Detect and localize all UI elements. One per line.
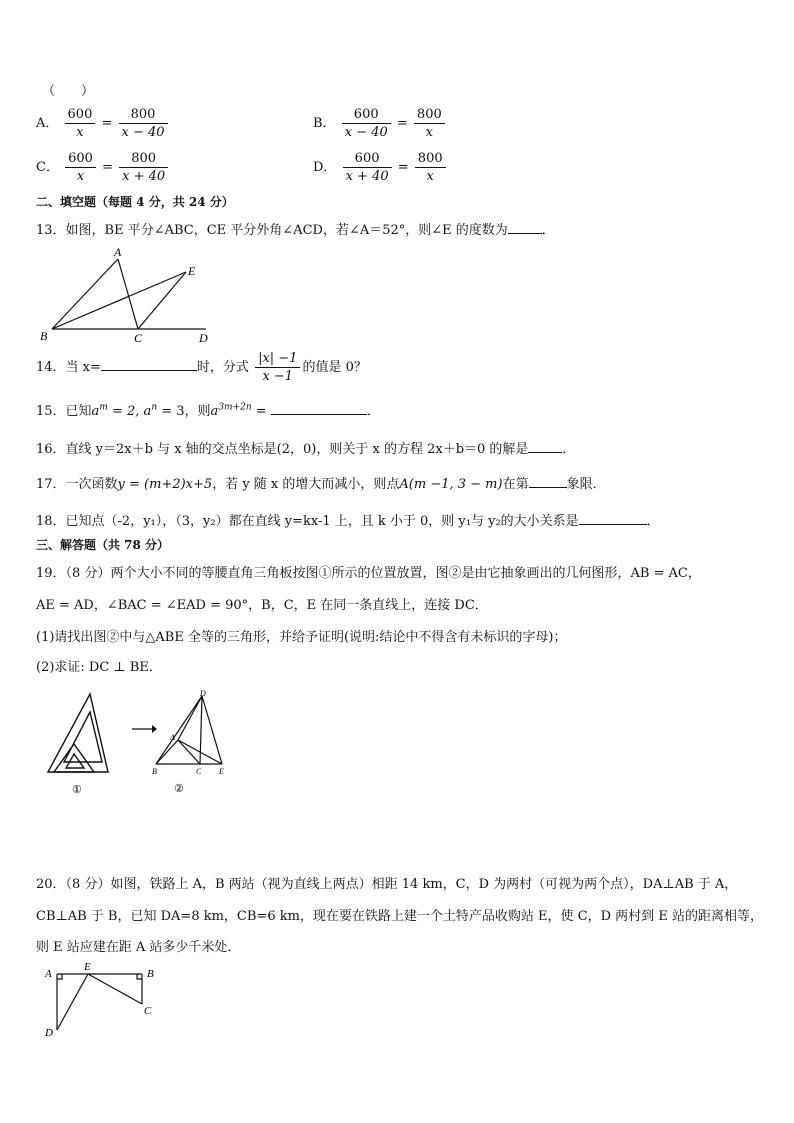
q18-end: ． [646, 514, 660, 529]
option-label: A． [36, 116, 59, 131]
q17-in: 在第 [502, 477, 529, 492]
question-18 [36, 510, 660, 529]
q20-line2: CB⊥AB 于 B，已知 DA=8 km，CB=6 km，现在要在铁路上建一个土特产品收购站 E，使 C，D 两村到 E 站的距离相等， [36, 909, 763, 924]
q13-figure [36, 245, 226, 345]
q15-a2: a [210, 404, 219, 419]
q12-option-a[interactable] [36, 106, 170, 141]
q15-sup-n: n [151, 402, 158, 413]
label-c: C [134, 331, 143, 345]
q12-option-c[interactable] [36, 150, 170, 185]
fraction: $\frac{800}{x}$ [415, 150, 446, 185]
equals: = [101, 116, 113, 131]
equals: = [397, 160, 409, 175]
line-ce [138, 272, 186, 329]
label-a: A [170, 733, 175, 742]
right-angle-b [137, 974, 142, 979]
label-d: D [199, 331, 208, 345]
q15-sup-m: m [99, 402, 108, 413]
q14-fraction: $\frac{|x| -1}{x -1}$ [255, 350, 300, 385]
line-dc [200, 696, 202, 764]
q13-text: 13．如图，BE 平分∠ABC，CE 平分外角∠ACD，若∠A＝52°，则∠E 的度数为 [36, 223, 508, 238]
line-de [202, 696, 222, 764]
q17-mid: ，若 y 随 x 的增大而减小，则点 [212, 477, 400, 492]
q14-answer-blank[interactable] [101, 370, 197, 371]
equals: = [396, 116, 408, 131]
q20-figure [40, 960, 165, 1040]
q12-option-d[interactable] [313, 150, 448, 185]
line-de [57, 974, 88, 1030]
q20-line3: 则 E 站应建在距 A 站多少千米处． [36, 940, 241, 955]
fraction: $\frac{600}{x}$ [65, 150, 96, 185]
line-be [52, 272, 186, 329]
label-a: A [45, 968, 52, 980]
fraction: $\frac{800}{x}$ [414, 106, 445, 141]
q19-figure-1 [44, 690, 114, 800]
q19-line2: AE = AD，∠BAC = ∠EAD = 90°，B，C，E 在同一条直线上，连接 DC． [36, 598, 488, 613]
question-13 [36, 219, 555, 238]
label-d: D [45, 1027, 53, 1039]
q19-figure-2 [148, 688, 232, 798]
option-label: D． [313, 160, 337, 175]
right-angle-a [57, 974, 62, 979]
q17-func: y = (m+2)x+5 [117, 477, 213, 492]
q17-pre: 17．一次函数 [36, 477, 118, 492]
line-ba [52, 259, 118, 329]
q18-answer-blank[interactable] [579, 524, 647, 525]
equals: = [102, 160, 113, 175]
q16-answer-blank[interactable] [528, 452, 562, 453]
q14-mid: 时，分式 [196, 360, 249, 375]
label-b: B [152, 767, 157, 776]
question-17 [36, 473, 606, 492]
small-triangle-inner [66, 754, 84, 768]
fraction: $\frac{800}{x - 40}$ [119, 106, 168, 141]
label-a: A [114, 245, 122, 259]
label-c: C [144, 1005, 152, 1017]
q12-paren: （ ） [42, 84, 95, 99]
question-15 [36, 400, 380, 419]
caption-2: ② [174, 783, 184, 795]
q15-eq3: = [251, 404, 271, 419]
option-label: C． [36, 160, 59, 175]
fraction: $\frac{800}{x + 40}$ [119, 150, 168, 185]
label-e: E [188, 264, 196, 278]
q17-point: A(m −1, 3 − m) [399, 477, 503, 492]
q17-answer-blank[interactable] [529, 487, 567, 488]
question-16 [36, 438, 575, 457]
q19-part1: (1)请找出图②中与△ABE 全等的三角形，并给予证明(说明:结论中不得含有未标识的字母)； [36, 630, 567, 645]
label-b: B [40, 329, 48, 343]
section-title-fill-blank: 二、填空题（每题 4 分，共 24 分） [36, 195, 234, 209]
q19-line1: 19．（8 分）两个大小不同的等腰直角三角板按图①所示的位置放置，图②是由它抽象画出的几何图形，AB = AC， [36, 566, 701, 581]
question-14 [36, 350, 367, 385]
line-ac [178, 740, 200, 764]
q13-end: ． [541, 223, 555, 238]
q15-pre: 15．已知 [36, 404, 92, 419]
fraction: $\frac{600}{x - 40}$ [342, 106, 391, 141]
q15-eq1: = 2, a [107, 404, 152, 419]
line-ad [178, 696, 202, 740]
q13-answer-blank[interactable] [508, 233, 542, 234]
q12-option-b[interactable] [313, 106, 447, 141]
label-c: C [196, 767, 202, 776]
q16-end: ． [562, 442, 576, 457]
q19-part2: (2)求证: DC ⊥ BE． [36, 660, 162, 675]
q15-answer-blank[interactable] [271, 414, 367, 415]
line-ec [88, 974, 142, 1004]
label-d: D [200, 689, 206, 698]
section-title-solutions: 三、解答题（共 78 分） [36, 538, 170, 552]
line-bd [156, 696, 202, 764]
q15-a: a [91, 404, 100, 419]
q15-eq2: = 3，则 [157, 404, 211, 419]
q17-end: 象限． [566, 477, 606, 492]
q15-sup-exp: 3m+2n [218, 402, 252, 413]
caption-1: ① [72, 784, 82, 796]
q16-text: 16．直线 y＝2x＋b 与 x 轴的交点坐标是(2，0)，则关于 x 的方程 2x＋b＝0 的解是 [36, 442, 529, 457]
fraction: $\frac{600}{x}$ [65, 106, 96, 141]
q14-pre: 14．当 x= [36, 360, 101, 375]
q14-post: 的值是 0？ [302, 360, 367, 375]
line-ab [156, 740, 178, 764]
label-b: B [147, 968, 154, 980]
q20-line1: 20．（8 分）如图，铁路上 A，B 两站（视为直线上两点）相距 14 km，C，D 为两村（可视为两个点），DA⊥AB 于 A， [36, 877, 738, 892]
label-e: E [84, 961, 91, 973]
label-e: E [219, 767, 224, 776]
option-label: B． [313, 116, 336, 131]
q15-end: ． [366, 404, 380, 419]
fraction: $\frac{600}{x + 40}$ [343, 150, 392, 185]
q18-text: 18．已知点（-2，y₁），（3，y₂）都在直线 y=kx-1 上，且 k 小于 0，则 y₁与 y₂的大小关系是 [36, 514, 579, 529]
